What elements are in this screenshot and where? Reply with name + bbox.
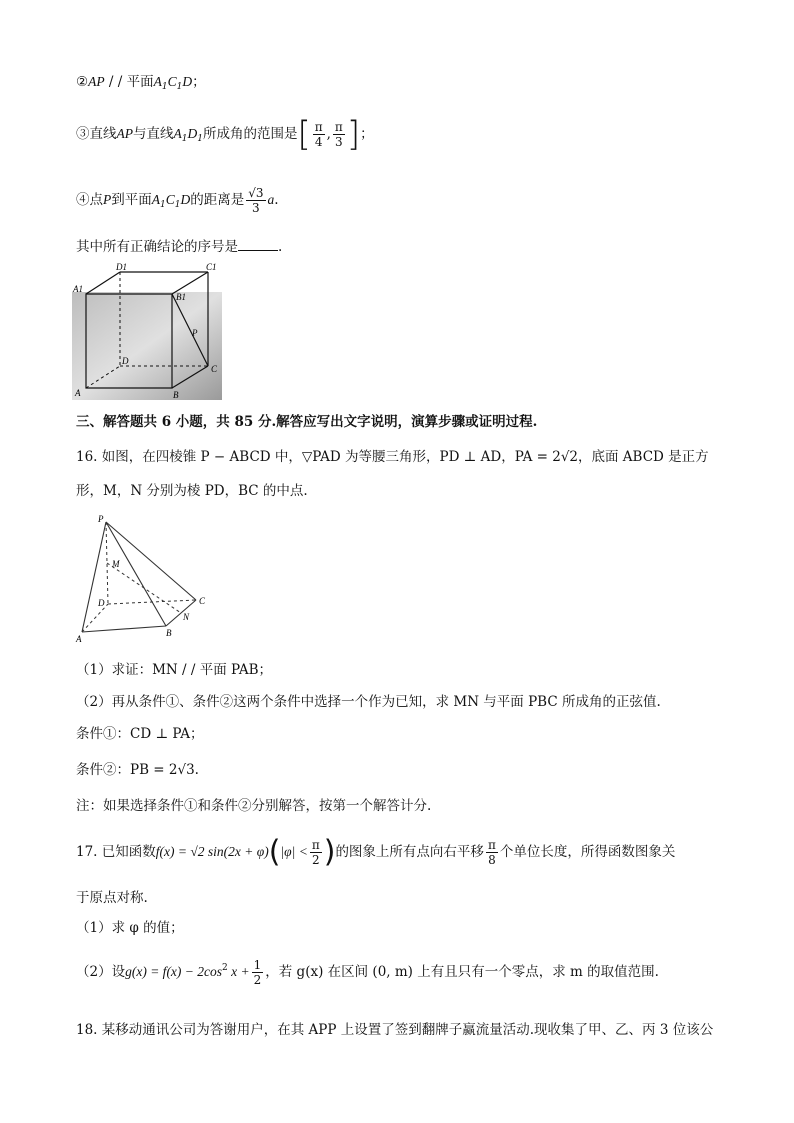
punct: ； [192,74,206,90]
plane-letter: C [165,192,175,207]
cube-label: B [173,390,179,400]
line-name: AP [116,126,133,141]
q16-part2: （2）再从条件①、条件②这两个条件中选择一个作为已知，求 MN 与平面 PBC 所成角的正弦值. [76,694,661,710]
text: 的距离是 [190,192,245,208]
plane-letter: D [182,74,193,89]
cube-label: D [122,356,129,366]
q16-line2: 形，M，N 分别为棱 PD，BC 的中点. [76,483,308,499]
numerator: π [334,120,343,134]
pyramid-label: M [112,559,120,569]
item-4 [76,180,279,220]
numerator: 1 [253,958,262,972]
numerator: π [311,838,320,852]
item-marker: ③直线 [76,126,117,142]
fraction [313,120,325,149]
denominator: 3 [252,201,260,215]
q16-cond2: 条件②：PB = 2√3. [76,762,199,778]
numerator: π [314,120,323,134]
expr: AP [88,74,105,89]
q17-part1: （1）求 φ 的值； [76,920,184,936]
question-text: 其中所有正确结论的序号是 [76,239,238,255]
cube-label: A1 [73,284,83,294]
function-expr: f(x) = √2 sin(2x + φ) [155,844,269,859]
plane-letter: A [151,192,160,207]
function-expr: g(x) = f(x) − 2cos [125,964,223,979]
cube-label: A [75,388,81,398]
subscript: 1 [197,134,203,144]
plane-letter: D [180,192,191,207]
superscript: 2 [222,963,228,973]
subscript: 1 [174,200,181,210]
item-marker: ④点 [76,192,103,208]
text: 个单位长度，所得函数图象关 [499,844,676,860]
fraction [486,838,498,867]
cube-label: P [192,328,198,338]
fraction [310,838,322,867]
line-name: D [187,126,198,141]
cube-label: C1 [206,262,217,272]
subscript: 1 [160,200,166,210]
fraction [333,120,345,149]
section-heading: 三、解答题共 6 小题，共 85 分.解答应写出文字说明，演算步骤或证明过程. [76,414,538,430]
pyramid-diagram [72,512,212,644]
q17-prefix: 17. 已知函数 [76,844,156,860]
item-3: ③直线AP与直线$A_1D_1$所成角的范围是[ $\frac{\pi}{4}$ , $\frac{\pi}{3}$ ]； [76,114,374,155]
q17-part2 [76,948,659,988]
fraction [252,958,264,987]
left-bracket: [ [297,114,311,155]
answer-blank [238,236,278,251]
photo-shading [72,292,222,400]
fraction [246,186,265,215]
cube-label: D1 [116,262,127,272]
pyramid-label: P [98,514,104,524]
function-expr: x + [227,964,250,979]
denominator: 2 [311,853,320,867]
variable: a [267,192,275,207]
plane-letter: A [153,74,162,89]
denominator: 2 [253,973,262,987]
pyramid-label: B [166,628,172,638]
denominator: 4 [314,135,323,149]
q17-line2: 于原点对称. [76,890,148,906]
parallel-sign: / / [104,74,127,90]
text: 与直线 [133,126,174,142]
q18-line1: 18. 某移动通讯公司为答谢用户，在其 APP 上设置了签到翻牌子赢流量活动.现收集了甲、乙、丙 3 位该公 [76,1022,714,1038]
pyramid-figure [72,512,212,644]
denominator: 3 [335,135,343,149]
q16-part1: （1）求证：MN / / 平面 PAB； [76,662,273,678]
subscript: 1 [181,134,188,144]
punct: ； [360,126,374,142]
plane-word: 平面 [126,74,154,90]
cube-label: C [211,364,218,374]
text: 到平面 [111,192,152,208]
q16-cond1: 条件①：CD ⊥ PA； [76,726,204,742]
cube-label: B1 [176,292,186,302]
numerator: π [487,838,496,852]
right-bracket: ] [346,114,361,155]
q17-line1 [76,832,675,872]
pyramid-label: D [98,598,105,608]
item-marker: ② [76,74,89,90]
condition: |φ| < [280,844,308,859]
right-paren: ) [323,834,336,870]
pyramid-label: A [76,634,82,644]
text: 所成角的范围是 [202,126,298,142]
punct: . [278,239,283,255]
pyramid-label: N [183,612,190,622]
q16-note: 注：如果选择条件①和条件②分别解答，按第一个解答计分. [76,798,432,814]
line-name: A [173,126,182,141]
text: ，若 g(x) 在区间 (0, m) 上有且只有一个零点，求 m 的取值范围. [265,964,659,980]
punct: . [274,192,279,208]
question-prompt [76,236,282,257]
subscript: 1 [161,82,168,92]
subscript: 1 [176,82,183,92]
plane-letter: C [167,74,177,89]
q16-line1: 16. 如图，在四棱锥 P − ABCD 中，▽PAD 为等腰三角形，PD ⊥ AD，PA = 2√2，底面 ABCD 是正方 [76,449,709,465]
numerator: √3 [248,186,264,200]
left-paren: ( [268,834,281,870]
pyramid-label: C [199,596,206,606]
part-prefix: （2）设 [76,964,126,980]
cube-diagram [72,262,222,400]
text: 的图象上所有点向右平移 [335,844,484,860]
item-2 [76,72,206,97]
cube-figure [72,262,222,400]
point-name: P [103,192,112,207]
denominator: 8 [488,853,496,867]
